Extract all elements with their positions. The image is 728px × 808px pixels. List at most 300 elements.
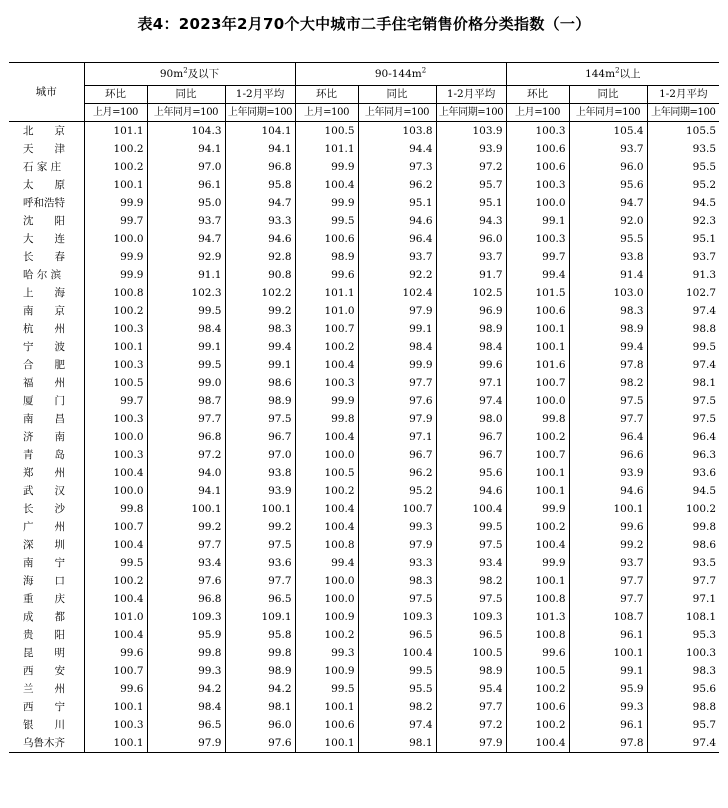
index-value: 100.6 xyxy=(295,230,358,248)
index-value: 94.7 xyxy=(147,230,225,248)
index-value: 99.3 xyxy=(147,662,225,680)
index-value: 100.1 xyxy=(506,320,569,338)
index-value: 98.9 xyxy=(436,662,506,680)
index-value: 108.7 xyxy=(569,608,647,626)
index-value: 95.9 xyxy=(147,626,225,644)
index-value: 94.7 xyxy=(225,194,295,212)
index-value: 93.4 xyxy=(147,554,225,572)
table-row xyxy=(9,644,719,662)
index-value: 96.7 xyxy=(225,428,295,446)
city-column-header: 城市 xyxy=(9,63,84,122)
index-value: 99.5 xyxy=(295,680,358,698)
index-value: 97.0 xyxy=(225,446,295,464)
table-row xyxy=(9,608,719,626)
index-value: 97.1 xyxy=(647,590,719,608)
city-name: 合 肥 xyxy=(23,359,65,371)
index-value: 99.2 xyxy=(225,302,295,320)
index-value: 99.5 xyxy=(84,554,147,572)
city-name: 长 春 xyxy=(23,251,65,263)
index-value: 100.1 xyxy=(506,464,569,482)
index-value: 93.7 xyxy=(436,248,506,266)
index-value: 95.2 xyxy=(647,176,719,194)
index-value: 93.8 xyxy=(225,464,295,482)
index-value: 97.5 xyxy=(647,410,719,428)
index-value: 100.3 xyxy=(84,410,147,428)
index-value: 93.6 xyxy=(647,464,719,482)
index-value: 100.2 xyxy=(84,140,147,158)
index-value: 98.4 xyxy=(436,338,506,356)
index-value: 100.0 xyxy=(84,482,147,500)
index-value: 101.1 xyxy=(295,284,358,302)
index-value: 95.7 xyxy=(436,176,506,194)
index-value: 93.8 xyxy=(569,248,647,266)
index-value: 97.8 xyxy=(569,734,647,753)
index-value: 100.4 xyxy=(295,356,358,374)
index-value: 100.7 xyxy=(295,320,358,338)
index-value: 96.5 xyxy=(436,626,506,644)
index-value: 96.1 xyxy=(147,176,225,194)
index-value: 99.6 xyxy=(295,266,358,284)
index-value: 98.3 xyxy=(225,320,295,338)
index-value: 100.5 xyxy=(436,644,506,662)
index-value: 95.1 xyxy=(358,194,436,212)
index-value: 105.4 xyxy=(569,122,647,141)
index-value: 99.5 xyxy=(147,356,225,374)
city-name: 昆 明 xyxy=(23,647,65,659)
index-value: 100.2 xyxy=(84,302,147,320)
table-row xyxy=(9,338,719,356)
index-value: 100.1 xyxy=(84,176,147,194)
index-value: 98.2 xyxy=(436,572,506,590)
index-value: 100.2 xyxy=(647,500,719,518)
index-value: 100.4 xyxy=(295,500,358,518)
index-value: 102.7 xyxy=(647,284,719,302)
index-value: 90.8 xyxy=(225,266,295,284)
index-value: 91.7 xyxy=(436,266,506,284)
index-value: 97.4 xyxy=(647,302,719,320)
index-value: 100.0 xyxy=(84,230,147,248)
index-value: 97.7 xyxy=(647,572,719,590)
index-value: 99.8 xyxy=(295,410,358,428)
sub-header: 1-2月平均 xyxy=(225,86,295,104)
index-value: 100.2 xyxy=(506,716,569,734)
index-value: 98.4 xyxy=(147,320,225,338)
index-value: 93.4 xyxy=(436,554,506,572)
index-value: 93.9 xyxy=(436,140,506,158)
index-value: 98.8 xyxy=(647,320,719,338)
table-row xyxy=(9,590,719,608)
city-name: 宁 波 xyxy=(23,341,65,353)
index-value: 98.2 xyxy=(358,698,436,716)
index-value: 100.0 xyxy=(295,446,358,464)
index-value: 108.1 xyxy=(647,608,719,626)
index-value: 100.4 xyxy=(84,464,147,482)
index-value: 99.9 xyxy=(295,392,358,410)
index-value: 100.3 xyxy=(295,374,358,392)
index-value: 100.3 xyxy=(647,644,719,662)
table-row xyxy=(9,158,719,176)
index-value: 100.8 xyxy=(506,626,569,644)
table-row xyxy=(9,716,719,734)
index-value: 97.4 xyxy=(436,392,506,410)
index-value: 94.2 xyxy=(225,680,295,698)
index-value: 95.1 xyxy=(436,194,506,212)
index-value: 100.2 xyxy=(84,572,147,590)
index-value: 99.5 xyxy=(295,212,358,230)
city-name: 呼和浩特 xyxy=(23,197,65,209)
table-row xyxy=(9,734,719,753)
index-value: 97.4 xyxy=(358,716,436,734)
index-value: 104.1 xyxy=(225,122,295,141)
index-value: 99.0 xyxy=(147,374,225,392)
table-row xyxy=(9,518,719,536)
index-value: 99.5 xyxy=(647,338,719,356)
index-value: 100.2 xyxy=(84,158,147,176)
city-name: 广 州 xyxy=(23,521,65,533)
index-value: 94.1 xyxy=(225,140,295,158)
index-value: 99.4 xyxy=(506,266,569,284)
index-value: 97.6 xyxy=(147,572,225,590)
base-header: 上月=100 xyxy=(295,104,358,122)
index-value: 99.5 xyxy=(147,302,225,320)
sub-header: 同比 xyxy=(569,86,647,104)
index-value: 100.0 xyxy=(84,428,147,446)
index-value: 99.7 xyxy=(84,212,147,230)
index-value: 100.4 xyxy=(84,590,147,608)
table-row xyxy=(9,122,719,141)
index-value: 96.9 xyxy=(436,302,506,320)
index-value: 100.9 xyxy=(295,608,358,626)
index-value: 98.1 xyxy=(647,374,719,392)
index-value: 99.9 xyxy=(358,356,436,374)
base-header: 上月=100 xyxy=(506,104,569,122)
index-value: 101.3 xyxy=(506,608,569,626)
index-value: 93.7 xyxy=(647,248,719,266)
index-value: 92.0 xyxy=(569,212,647,230)
index-value: 99.8 xyxy=(225,644,295,662)
index-value: 96.4 xyxy=(647,428,719,446)
index-value: 100.1 xyxy=(295,734,358,753)
index-value: 95.5 xyxy=(358,680,436,698)
index-value: 100.4 xyxy=(436,500,506,518)
index-value: 96.0 xyxy=(569,158,647,176)
index-value: 100.4 xyxy=(295,428,358,446)
table-row xyxy=(9,374,719,392)
table-row xyxy=(9,320,719,338)
table-row xyxy=(9,680,719,698)
index-value: 97.4 xyxy=(647,356,719,374)
index-value: 97.3 xyxy=(358,158,436,176)
index-value: 100.7 xyxy=(506,446,569,464)
index-value: 99.6 xyxy=(506,644,569,662)
base-header: 上年同月=100 xyxy=(358,104,436,122)
index-value: 93.7 xyxy=(569,554,647,572)
sub-header: 1-2月平均 xyxy=(436,86,506,104)
city-name: 天 津 xyxy=(23,143,65,155)
table-row xyxy=(9,176,719,194)
index-value: 99.6 xyxy=(84,680,147,698)
index-value: 96.2 xyxy=(358,176,436,194)
index-value: 98.9 xyxy=(225,392,295,410)
index-value: 91.3 xyxy=(647,266,719,284)
index-value: 96.8 xyxy=(225,158,295,176)
index-value: 92.2 xyxy=(358,266,436,284)
index-value: 100.1 xyxy=(84,734,147,753)
index-value: 95.0 xyxy=(147,194,225,212)
city-name: 上 海 xyxy=(23,287,65,299)
index-value: 98.9 xyxy=(225,662,295,680)
index-value: 94.6 xyxy=(569,482,647,500)
table-row xyxy=(9,464,719,482)
city-name: 南 昌 xyxy=(23,413,65,425)
index-value: 97.6 xyxy=(225,734,295,753)
table-row xyxy=(9,248,719,266)
index-value: 95.5 xyxy=(569,230,647,248)
index-value: 93.5 xyxy=(647,554,719,572)
index-value: 98.3 xyxy=(358,572,436,590)
index-value: 99.8 xyxy=(84,500,147,518)
index-value: 100.6 xyxy=(295,716,358,734)
index-value: 97.9 xyxy=(358,410,436,428)
city-name: 南 京 xyxy=(23,305,65,317)
index-value: 92.3 xyxy=(647,212,719,230)
index-value: 99.8 xyxy=(647,518,719,536)
index-value: 104.3 xyxy=(147,122,225,141)
table-row xyxy=(9,284,719,302)
index-value: 100.4 xyxy=(84,626,147,644)
index-value: 95.2 xyxy=(358,482,436,500)
city-name: 济 南 xyxy=(23,431,65,443)
city-name: 哈 尔 滨 xyxy=(23,269,62,281)
index-value: 101.0 xyxy=(295,302,358,320)
index-value: 103.9 xyxy=(436,122,506,141)
index-value: 97.5 xyxy=(436,590,506,608)
index-value: 101.0 xyxy=(84,608,147,626)
table-row xyxy=(9,212,719,230)
index-value: 95.5 xyxy=(647,158,719,176)
index-value: 94.1 xyxy=(147,140,225,158)
index-value: 100.3 xyxy=(84,320,147,338)
index-value: 97.6 xyxy=(358,392,436,410)
city-name: 海 口 xyxy=(23,575,65,587)
index-value: 98.8 xyxy=(647,698,719,716)
index-value: 100.6 xyxy=(506,698,569,716)
index-value: 99.6 xyxy=(84,644,147,662)
city-name: 贵 阳 xyxy=(23,629,65,641)
index-value: 100.0 xyxy=(506,194,569,212)
index-value: 95.1 xyxy=(647,230,719,248)
index-value: 109.3 xyxy=(436,608,506,626)
index-value: 99.9 xyxy=(506,500,569,518)
index-value: 103.0 xyxy=(569,284,647,302)
city-name: 杭 州 xyxy=(23,323,65,335)
index-value: 102.5 xyxy=(436,284,506,302)
index-value: 95.4 xyxy=(436,680,506,698)
index-value: 94.6 xyxy=(225,230,295,248)
index-value: 96.1 xyxy=(569,716,647,734)
index-value: 98.6 xyxy=(647,536,719,554)
index-value: 99.2 xyxy=(225,518,295,536)
index-value: 95.8 xyxy=(225,176,295,194)
index-value: 99.7 xyxy=(84,392,147,410)
table-row xyxy=(9,410,719,428)
index-value: 100.2 xyxy=(295,338,358,356)
base-header: 上月=100 xyxy=(84,104,147,122)
index-value: 98.3 xyxy=(647,662,719,680)
index-value: 99.6 xyxy=(436,356,506,374)
index-value: 98.1 xyxy=(358,734,436,753)
index-value: 93.6 xyxy=(225,554,295,572)
city-name: 沈 阳 xyxy=(23,215,65,227)
index-value: 98.4 xyxy=(147,698,225,716)
index-value: 100.0 xyxy=(295,590,358,608)
index-value: 100.9 xyxy=(295,662,358,680)
index-value: 99.2 xyxy=(569,536,647,554)
index-value: 98.0 xyxy=(436,410,506,428)
index-value: 100.7 xyxy=(358,500,436,518)
index-value: 100.1 xyxy=(569,644,647,662)
index-value: 98.9 xyxy=(436,320,506,338)
sub-header: 1-2月平均 xyxy=(647,86,719,104)
index-value: 96.8 xyxy=(147,590,225,608)
city-name: 太 原 xyxy=(23,179,65,191)
index-value: 97.0 xyxy=(147,158,225,176)
index-value: 99.9 xyxy=(295,158,358,176)
index-value: 96.5 xyxy=(358,626,436,644)
index-value: 96.0 xyxy=(225,716,295,734)
index-value: 99.8 xyxy=(506,410,569,428)
city-name: 武 汉 xyxy=(23,485,65,497)
table-row xyxy=(9,356,719,374)
index-value: 99.5 xyxy=(436,518,506,536)
index-value: 99.9 xyxy=(295,194,358,212)
index-value: 98.3 xyxy=(569,302,647,320)
index-value: 99.4 xyxy=(225,338,295,356)
index-value: 100.1 xyxy=(295,698,358,716)
index-value: 96.4 xyxy=(569,428,647,446)
index-value: 97.5 xyxy=(225,410,295,428)
index-value: 96.1 xyxy=(569,626,647,644)
index-value: 96.5 xyxy=(147,716,225,734)
index-value: 100.5 xyxy=(295,464,358,482)
city-name: 乌鲁木齐 xyxy=(9,734,84,753)
index-value: 99.5 xyxy=(358,662,436,680)
index-value: 97.5 xyxy=(225,536,295,554)
index-value: 96.3 xyxy=(647,446,719,464)
index-value: 100.3 xyxy=(84,716,147,734)
index-value: 99.1 xyxy=(225,356,295,374)
index-value: 94.6 xyxy=(358,212,436,230)
index-value: 91.4 xyxy=(569,266,647,284)
index-value: 100.3 xyxy=(84,356,147,374)
city-name: 石 家 庄 xyxy=(23,161,62,173)
table-row xyxy=(9,194,719,212)
index-value: 96.6 xyxy=(569,446,647,464)
city-name: 福 州 xyxy=(23,377,65,389)
index-value: 96.4 xyxy=(358,230,436,248)
index-value: 100.4 xyxy=(295,176,358,194)
index-value: 100.4 xyxy=(358,644,436,662)
index-value: 109.1 xyxy=(225,608,295,626)
index-value: 97.4 xyxy=(647,734,719,753)
index-value: 96.8 xyxy=(147,428,225,446)
index-value: 93.7 xyxy=(147,212,225,230)
index-value: 98.6 xyxy=(225,374,295,392)
index-value: 100.6 xyxy=(506,140,569,158)
index-value: 100.0 xyxy=(295,572,358,590)
index-value: 99.8 xyxy=(147,644,225,662)
index-value: 100.1 xyxy=(506,482,569,500)
index-value: 97.2 xyxy=(436,158,506,176)
city-name: 厦 门 xyxy=(23,395,65,407)
index-value: 96.7 xyxy=(358,446,436,464)
index-value: 99.9 xyxy=(506,554,569,572)
index-value: 100.4 xyxy=(506,536,569,554)
index-value: 98.1 xyxy=(225,698,295,716)
index-value: 97.8 xyxy=(569,356,647,374)
index-value: 96.0 xyxy=(436,230,506,248)
index-value: 102.4 xyxy=(358,284,436,302)
sub-header: 环比 xyxy=(84,86,147,104)
index-value: 101.6 xyxy=(506,356,569,374)
index-value: 97.7 xyxy=(147,536,225,554)
index-value: 100.1 xyxy=(225,500,295,518)
index-value: 94.5 xyxy=(647,194,719,212)
index-value: 95.6 xyxy=(647,680,719,698)
table-row xyxy=(9,554,719,572)
table-row xyxy=(9,698,719,716)
index-value: 101.5 xyxy=(506,284,569,302)
index-value: 94.5 xyxy=(647,482,719,500)
index-value: 100.2 xyxy=(506,518,569,536)
table-row xyxy=(9,428,719,446)
base-header: 上年同月=100 xyxy=(569,104,647,122)
city-name: 长 沙 xyxy=(23,503,65,515)
table-row xyxy=(9,662,719,680)
index-value: 105.5 xyxy=(647,122,719,141)
index-value: 97.7 xyxy=(569,590,647,608)
index-value: 99.3 xyxy=(569,698,647,716)
index-value: 100.7 xyxy=(506,374,569,392)
city-name: 西 宁 xyxy=(23,701,65,713)
sub-header: 环比 xyxy=(506,86,569,104)
index-value: 97.7 xyxy=(225,572,295,590)
index-value: 99.9 xyxy=(84,194,147,212)
index-value: 93.7 xyxy=(358,248,436,266)
index-value: 96.2 xyxy=(358,464,436,482)
table-row xyxy=(9,572,719,590)
sub-header: 同比 xyxy=(358,86,436,104)
index-value: 99.2 xyxy=(147,518,225,536)
index-value: 95.6 xyxy=(569,176,647,194)
table-row xyxy=(9,392,719,410)
index-value: 99.9 xyxy=(84,266,147,284)
city-name: 北 京 xyxy=(23,125,65,137)
index-value: 97.5 xyxy=(569,392,647,410)
index-value: 97.7 xyxy=(147,410,225,428)
city-name: 兰 州 xyxy=(23,683,65,695)
table-row xyxy=(9,626,719,644)
index-value: 97.9 xyxy=(358,302,436,320)
index-value: 95.8 xyxy=(225,626,295,644)
index-value: 99.6 xyxy=(569,518,647,536)
index-value: 98.2 xyxy=(569,374,647,392)
group-header-medium: $90-144m^2$ xyxy=(295,63,506,86)
index-value: 99.3 xyxy=(358,518,436,536)
index-value: 99.9 xyxy=(84,248,147,266)
city-name: 深 圳 xyxy=(23,539,65,551)
group-header-small: $90m^2$及以下 xyxy=(84,63,295,86)
